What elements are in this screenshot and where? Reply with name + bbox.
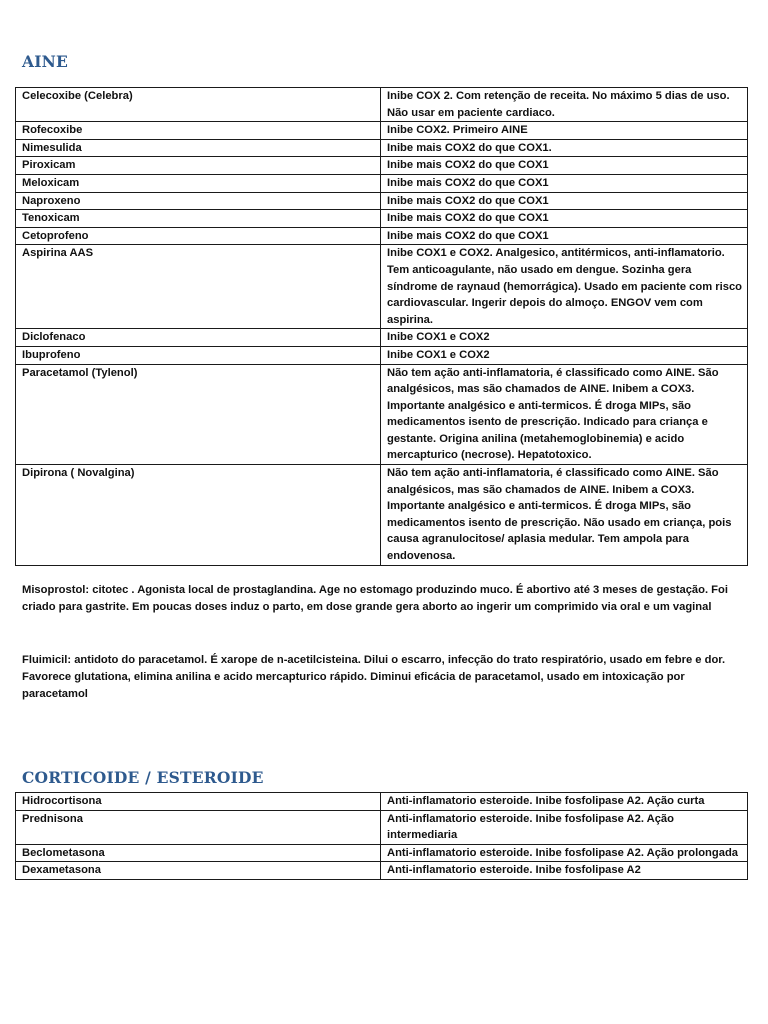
hepatotoxic-emphasis: Hepatotoxico. bbox=[517, 449, 592, 462]
drug-name: Meloxicam bbox=[16, 174, 381, 192]
drug-name: Beclometasona bbox=[16, 844, 381, 862]
drug-description: Anti-inflamatorio esteroide. Inibe fosfolipase A2 bbox=[381, 862, 748, 880]
table-row bbox=[16, 844, 748, 862]
drug-description: Anti-inflamatorio esteroide. Inibe fosfolipase A2. Ação intermediaria bbox=[381, 810, 748, 844]
paragraph-fluimicil: Fluimicil: antidoto do paracetamol. É xarope de n-acetilcisteina. Dilui o escarro, infecção do trato respiratório, usado em febre e dor. Favorece glutationa, elimina anilina e acido mercapturico rápido. Diminui eficácia de paracetamol, usado em intoxicação por paracetamol bbox=[22, 654, 726, 700]
drug-name: Nimesulida bbox=[16, 139, 381, 157]
drug-description: Inibe COX1 e COX2. Analgesico, antitérmicos, anti-inflamatorio. Tem anticoagulante, não usado em dengue. Sozinha gera síndrome de raynaud (hemorrágica). Usado em paciente com risco cardiovascular. Ingerir depois do almoço. ENGOV vem com aspirina. bbox=[381, 245, 748, 329]
drug-description: Anti-inflamatorio esteroide. Inibe fosfolipase A2. Ação curta bbox=[381, 793, 748, 811]
drug-description: Anti-inflamatorio esteroide. Inibe fosfolipase A2. Ação prolongada bbox=[381, 844, 748, 862]
table-row bbox=[16, 122, 748, 140]
table-row bbox=[16, 192, 748, 210]
drug-name: Ibuprofeno bbox=[16, 346, 381, 364]
description-text: Não tem ação anti-inflamatoria, é classificado como AINE. São analgésicos, mas são chamados de AINE. Inibem a COX3. Importante analgésico e anti-termicos. É droga MIPs, são medicamentos isento de prescrição. Indicado para criança e gestante. Origina anilina (metahemoglobinemia) e acido mercapturico (necrose). bbox=[387, 366, 719, 462]
aine-table bbox=[15, 87, 748, 566]
table-row bbox=[16, 793, 748, 811]
drug-description: Inibe COX2. Primeiro AINE bbox=[381, 122, 748, 140]
drug-description: Inibe COX1 e COX2 bbox=[381, 329, 748, 347]
drug-description: Inibe COX 2. Com retenção de receita. No máximo 5 dias de uso. Não usar em paciente cardiaco. bbox=[381, 88, 748, 122]
table-row bbox=[16, 139, 748, 157]
section-heading-corticoide: CORTICOIDE / ESTEROIDE bbox=[22, 768, 264, 787]
table-row bbox=[16, 862, 748, 880]
drug-name: Tenoxicam bbox=[16, 210, 381, 228]
table-row bbox=[16, 810, 748, 844]
section-heading-aine: AINE bbox=[22, 52, 69, 71]
drug-description: Inibe mais COX2 do que COX1 bbox=[381, 192, 748, 210]
drug-description: Não tem ação anti-inflamatoria, é classificado como AINE. São analgésicos, mas são chamados de AINE. Inibem a COX3. Importante analgésico e anti-termicos. É droga MIPs, são medicamentos isento de prescrição. Não usado em criança, pois causa agranulocitose/ aplasia medular. Tem ampola para endovenosa. bbox=[381, 465, 748, 566]
table-row bbox=[16, 329, 748, 347]
drug-name: Prednisona bbox=[16, 810, 381, 844]
drug-name: Naproxeno bbox=[16, 192, 381, 210]
drug-name: Diclofenaco bbox=[16, 329, 381, 347]
table-row bbox=[16, 245, 748, 329]
table-row bbox=[16, 364, 748, 465]
drug-description: Inibe mais COX2 do que COX1 bbox=[381, 174, 748, 192]
table-row bbox=[16, 157, 748, 175]
table-row bbox=[16, 227, 748, 245]
drug-name: Paracetamol (Tylenol) bbox=[16, 364, 381, 465]
table-row bbox=[16, 210, 748, 228]
drug-description: Inibe mais COX2 do que COX1 bbox=[381, 157, 748, 175]
drug-name: Cetoprofeno bbox=[16, 227, 381, 245]
drug-name: Aspirina AAS bbox=[16, 245, 381, 329]
drug-name: Dexametasona bbox=[16, 862, 381, 880]
drug-name: Piroxicam bbox=[16, 157, 381, 175]
drug-name: Hidrocortisona bbox=[16, 793, 381, 811]
table-row bbox=[16, 88, 748, 122]
drug-name: Rofecoxibe bbox=[16, 122, 381, 140]
drug-name: Celecoxibe (Celebra) bbox=[16, 88, 381, 122]
paragraph-misoprostol: Misoprostol: citotec . Agonista local de prostaglandina. Age no estomago produzindo muco. É abortivo até 3 meses de gestação. Foi criado para gastrite. Em poucas doses induz o parto, em dose grande gera aborto ao ingerir um comprimido via oral e um vaginal bbox=[22, 584, 728, 613]
table-row bbox=[16, 174, 748, 192]
drug-name: Dipirona ( Novalgina) bbox=[16, 465, 381, 566]
drug-description: Inibe mais COX2 do que COX1 bbox=[381, 227, 748, 245]
drug-description: Inibe mais COX2 do que COX1. bbox=[381, 139, 748, 157]
drug-description: Inibe mais COX2 do que COX1 bbox=[381, 210, 748, 228]
corticoide-table bbox=[15, 792, 748, 880]
drug-description bbox=[381, 364, 748, 465]
table-row bbox=[16, 346, 748, 364]
drug-description: Inibe COX1 e COX2 bbox=[381, 346, 748, 364]
table-row bbox=[16, 465, 748, 566]
